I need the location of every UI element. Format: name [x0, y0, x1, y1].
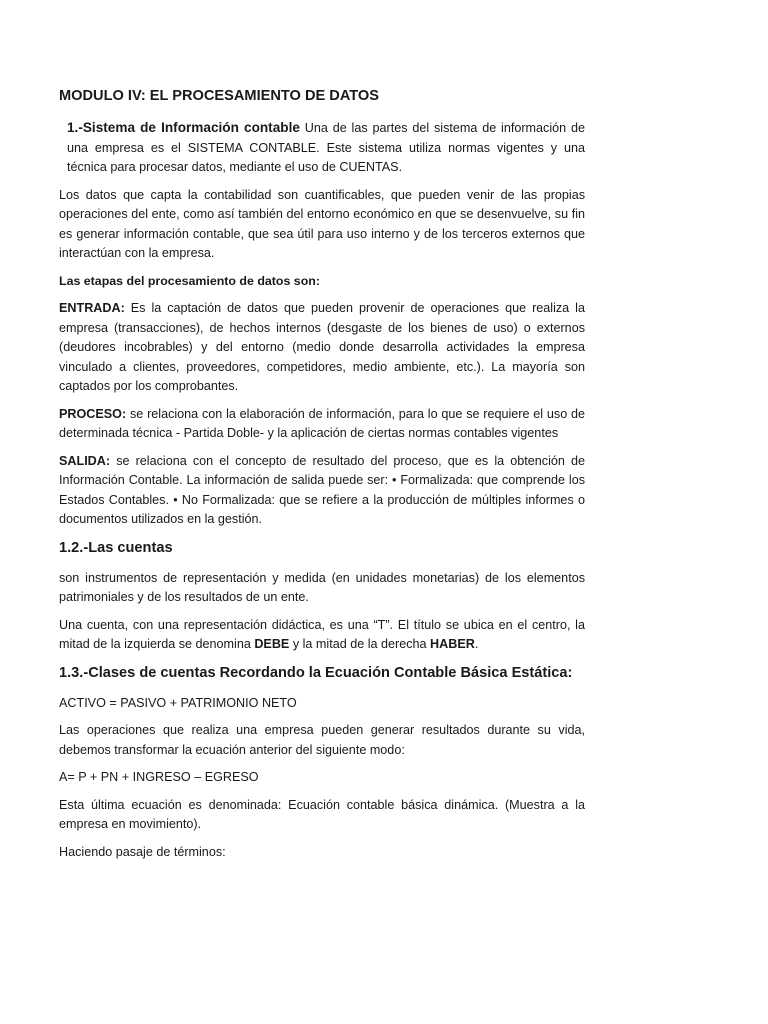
section3-heading: 1.3.-Clases de cuentas Recordando la Ecuación Contable Básica Estática:: [59, 664, 573, 681]
cuentas-definition: son instrumentos de representación y medida (en unidades monetarias) de los elementos patrimoniales y de los resultados de un ente.: [59, 570, 585, 604]
cuenta-text-a: Una cuenta, con una representación didáctica, es una “T”. El título se ubica en el centro, la mitad de la izquierda se denomina: [59, 617, 585, 651]
cuenta-text-b: y la mitad de la derecha: [289, 637, 431, 651]
haber-term: HABER: [430, 637, 475, 651]
document-title: MODULO IV: EL PROCESAMIENTO DE DATOS: [59, 88, 380, 104]
static-equation: ACTIVO = PASIVO + PATRIMONIO NETO: [59, 695, 297, 710]
cuenta-text-c: .: [474, 637, 479, 651]
salida-text: se relaciona con el concepto de resultado del proceso, que es la obtención de Información Contable. La información de salida puede ser: • Formalizada: que comprende los Estados Contables. • No Formalizada: que se refiere a la producción de múltiples informes o documentos utilizados en la gestión.: [59, 453, 585, 526]
proceso-label: PROCESO:: [59, 406, 127, 421]
salida-label: SALIDA:: [59, 453, 111, 468]
entrada-label: ENTRADA:: [59, 301, 125, 315]
cuenta-t-paragraph: [59, 616, 585, 655]
entrada-text: Es la captación de datos que pueden provenir de operaciones que realiza la empresa (transacciones), de hechos internos (desgaste de los bienes de uso) o externos (deudores incobrables) y del entorno (medio donde desarrolla actividades la empresa vinculado a clientes, proveedores, competidores, medio ambiente, etc.). La mayoría son captados por los comprobantes.: [59, 301, 585, 393]
stages-heading: Las etapas del procesamiento de datos son:: [59, 273, 320, 288]
dinamica-paragraph: Esta última ecuación es denominada: Ecuación contable básica dinámica. (Muestra a la empresa en movimiento).: [59, 797, 585, 831]
entrada-paragraph: [59, 299, 585, 397]
operaciones-paragraph: Las operaciones que realiza una empresa pueden generar resultados durante su vida, debemos transformar la ecuación anterior del siguiente modo:: [59, 723, 585, 757]
section1-intro: Una de las partes del sistema de información de una empresa es el SISTEMA CONTABLE. Este sistema utiliza normas vigentes y una técnica para procesar datos, mediante el uso de CUENTAS.: [67, 121, 586, 174]
document-page: [59, 86, 585, 870]
debe-term: DEBE: [254, 637, 290, 651]
salida-paragraph: [59, 452, 585, 530]
dynamic-equation: A= P + PN + INGRESO – EGRESO: [59, 770, 259, 784]
section1-heading: 1.-Sistema de Información contable: [67, 120, 300, 135]
proceso-paragraph: [59, 405, 585, 444]
section1-paragraph: [59, 118, 585, 178]
section2-heading: 1.2.-Las cuentas: [59, 539, 173, 556]
datos-paragraph: Los datos que capta la contabilidad son cuantificables, que pueden venir de las propias operaciones del ente, como así también del entorno económico en que se desenvuelve, su fin es generar información contable, que sea útil para uso interno y de los terceros externos que interactúan con la empresa.: [59, 187, 585, 260]
proceso-text: se relaciona con la elaboración de información, para lo que se requiere el uso de determinada técnica - Partida Doble- y la aplicación de ciertas normas contables vigentes: [59, 406, 585, 440]
pasaje-paragraph: Haciendo pasaje de términos:: [59, 844, 226, 859]
